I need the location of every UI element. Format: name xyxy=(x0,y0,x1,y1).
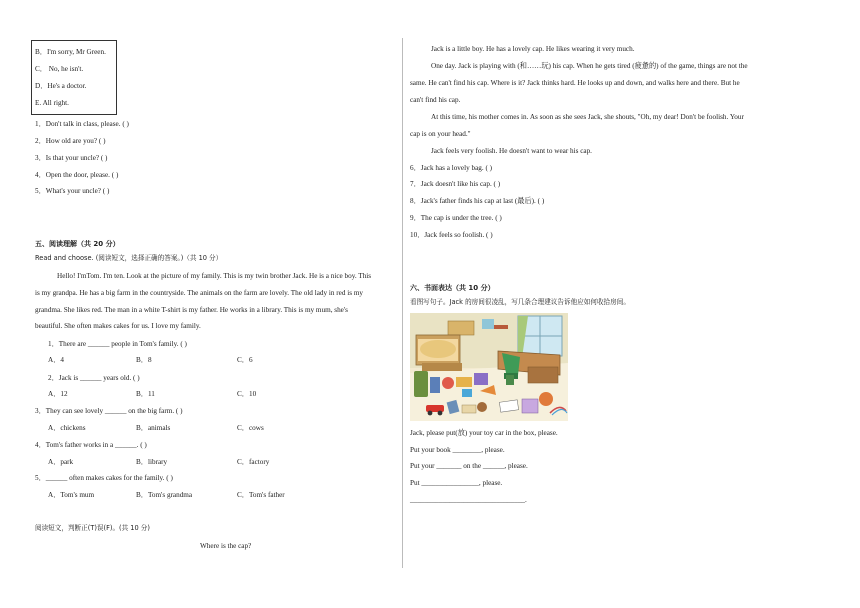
option-e: E. All right. xyxy=(35,99,69,107)
tf-question-9: 9．The cap is under the tree. ( ) xyxy=(410,214,502,222)
match-question-1: 1．Don't talk in class, please. ( ) xyxy=(35,120,129,128)
mc-option-a: A．12 xyxy=(48,390,68,398)
tf-question-8: 8．Jack's father finds his cap at last (最后). ( ) xyxy=(410,197,545,205)
mc-option-c: C．6 xyxy=(237,356,253,364)
section-6-instruction: 看图写句子。Jack 的房间很凌乱，写几条合理建议告诉他应如何收拾房间。 xyxy=(410,298,630,306)
match-question-5: 5．What's your uncle? ( ) xyxy=(35,187,110,195)
mc-question-5: 5．______ often makes cakes for the family. ( ) xyxy=(35,474,173,482)
option-b: B．I'm sorry, Mr Green. xyxy=(35,48,106,56)
mc-option-b: B．11 xyxy=(136,390,155,398)
mc-option-b: B．8 xyxy=(136,356,152,364)
match-question-2: 2．How old are you? ( ) xyxy=(35,137,106,145)
match-question-4: 4．Open the door, please. ( ) xyxy=(35,171,119,179)
writing-line-5[interactable]: ________________________________. xyxy=(410,496,527,504)
writing-line-1: Jack, please put(放) your toy car in the box, please. xyxy=(410,429,558,437)
mc-option-b: B．animals xyxy=(136,424,171,432)
right-passage-line-7: Jack feels very foolish. He doesn't want to wear his cap. xyxy=(431,147,592,155)
right-passage-line-2: One day. Jack is playing with (和……玩) his cap. When he gets tired (疲惫的) of the game, things are not the xyxy=(431,62,748,70)
passage-line-2: is my grandpa. He has a big farm in the countryside. The animals on the farm are lovely. The old lady in red is my xyxy=(35,289,364,297)
mc-option-c: C．Tom's father xyxy=(237,491,285,499)
option-c: C． No, he isn't. xyxy=(35,65,84,73)
writing-line-4[interactable]: Put ________________, please. xyxy=(410,479,503,487)
mc-option-c: C．10 xyxy=(237,390,257,398)
mc-option-b: B．Tom's grandma xyxy=(136,491,193,499)
mc-option-c: C．cows xyxy=(237,424,264,432)
section-6-title: 六、书面表达（共 10 分） xyxy=(410,284,495,292)
mc-question-4: 4．Tom's father works in a ______. ( ) xyxy=(35,441,147,449)
passage-line-3: grandma. She likes red. The man in a white T-shirt is my father. He works in a library. This is my mum, she's xyxy=(35,306,348,314)
right-passage-line-6: cap is on your head." xyxy=(410,130,471,138)
section-5-instruction: Read and choose. (阅读短文，选择正确的答案。)（共 10 分） xyxy=(35,254,223,262)
tf-question-7: 7．Jack doesn't like his cap. ( ) xyxy=(410,180,501,188)
match-question-3: 3．Is that your uncle? ( ) xyxy=(35,154,108,162)
tf-instruction: 阅读短文，判断正(T)误(F)。(共 10 分) xyxy=(35,524,150,532)
column-divider xyxy=(402,38,403,568)
mc-option-a: A．Tom's mum xyxy=(48,491,95,499)
mc-option-c: C．factory xyxy=(237,458,270,466)
passage-line-4: beautiful. She often makes cakes for us. I love my family. xyxy=(35,322,201,330)
mc-option-b: B．library xyxy=(136,458,168,466)
passage-line-1: Hello! I'mTom. I'm ten. Look at the picture of my family. This is my twin brother Jack. He is a nice boy. This xyxy=(57,272,372,280)
tf-question-6: 6．Jack has a lovely bag. ( ) xyxy=(410,164,493,172)
option-d: D．He's a doctor. xyxy=(35,82,87,90)
right-passage-line-1: Jack is a little boy. He has a lovely cap. He likes wearing it very much. xyxy=(431,45,635,53)
writing-line-3[interactable]: Put your _______ on the ______, please. xyxy=(410,462,528,470)
tf-question-10: 10．Jack feels so foolish. ( ) xyxy=(410,231,493,239)
right-passage-line-4: can't find his cap. xyxy=(410,96,461,104)
writing-line-2[interactable]: Put your book ________, please. xyxy=(410,446,505,454)
mc-question-3: 3．They can see lovely ______ on the big farm. ( ) xyxy=(35,407,183,415)
tf-passage-title: Where is the cap? xyxy=(200,542,252,550)
mc-question-2: 2．Jack is ______ years old. ( ) xyxy=(48,374,140,382)
right-passage-line-5: At this time, his mother comes in. As soon as she sees Jack, she shouts, "Oh, my dear! Don't be foolish. Your xyxy=(431,113,744,121)
mc-question-1: 1．There are ______ people in Tom's family. ( ) xyxy=(48,340,187,348)
mc-option-a: A．park xyxy=(48,458,74,466)
section-5-title: 五、阅读理解（共 20 分） xyxy=(35,240,120,248)
right-passage-line-3: same. He can't find his cap. Where is it? Jack thinks hard. He looks up and down, and walks here and there. But he xyxy=(410,79,740,87)
messy-room-illustration xyxy=(410,313,568,421)
mc-option-a: A．chickens xyxy=(48,424,86,432)
mc-option-a: A．4 xyxy=(48,356,64,364)
